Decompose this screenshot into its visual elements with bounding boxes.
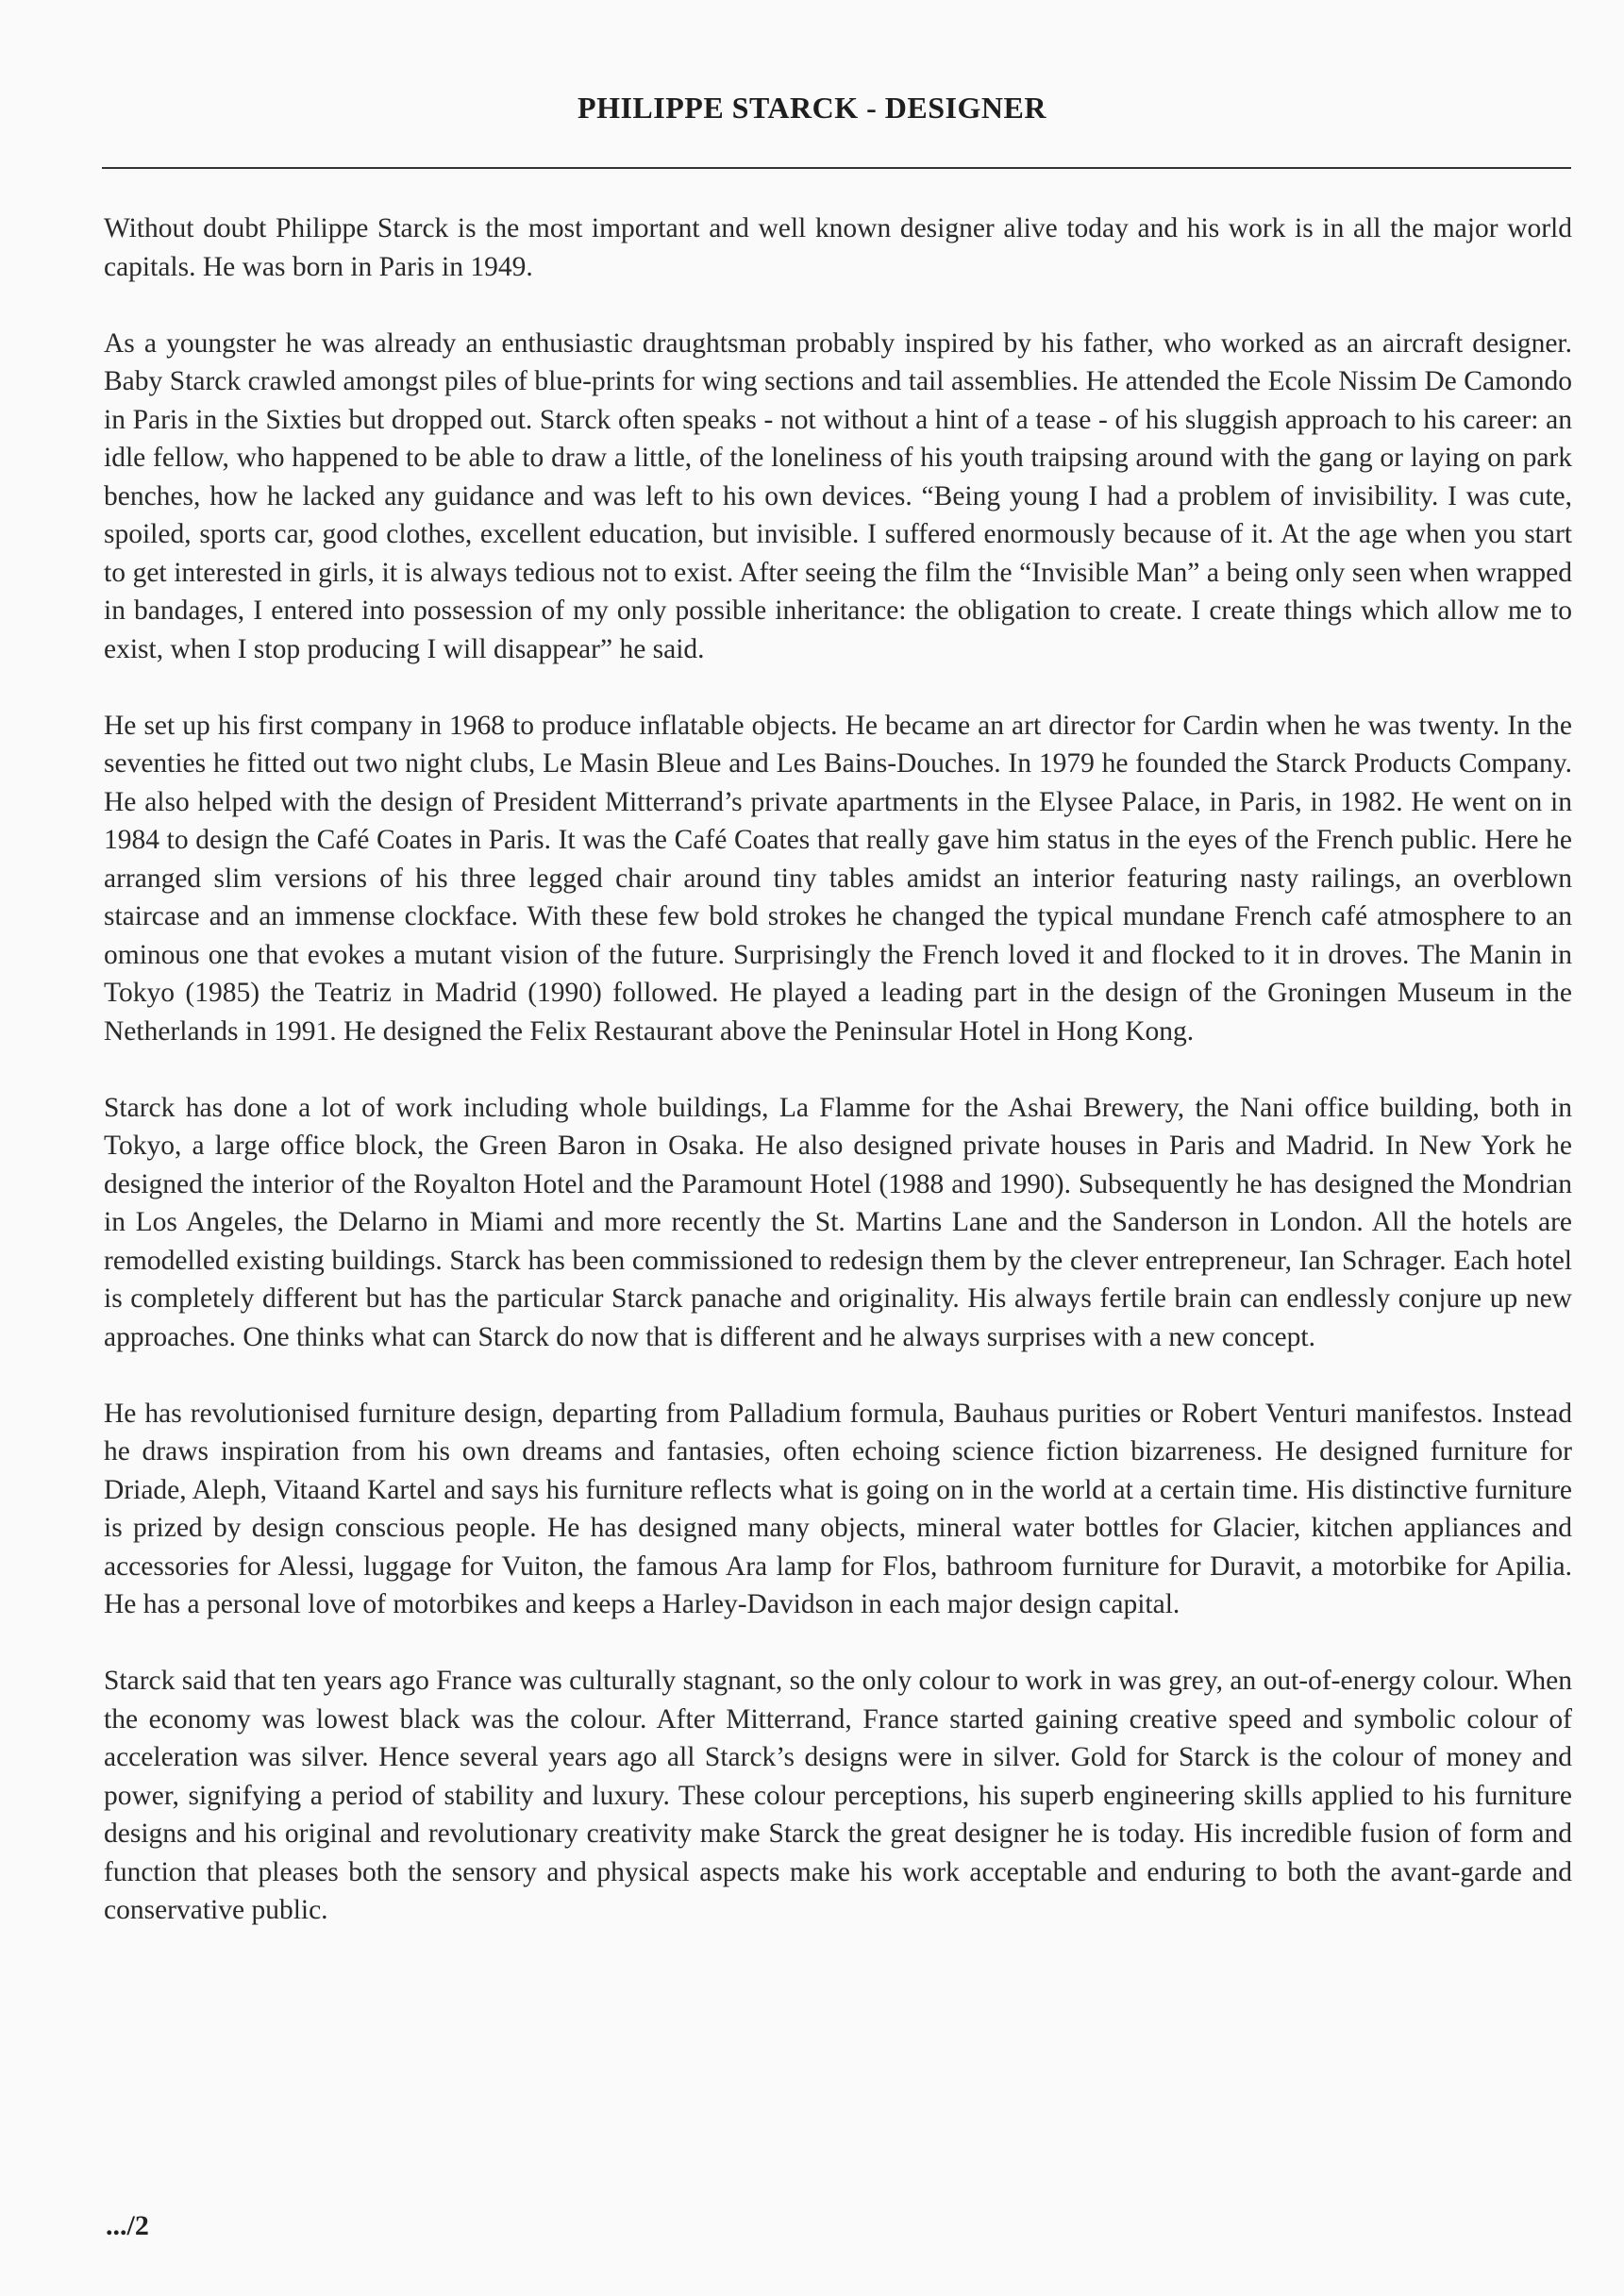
paragraph-intro: Without doubt Philippe Starck is the most important and well known designer alive today and his work is in all the major world capitals. He was born in Paris in 1949. [104, 213, 1572, 282]
paragraph-furniture: He has revolutionised furniture design, departing from Palladium formula, Bauhaus purities or Robert Venturi manifestos. Instead he draws inspiration from his own dreams and fantasies, often echoing science fiction bizarreness. He designed furniture for Driade, Aleph, Vitaand Kartel and says his furniture reflects what is going on in the world at a certain time. His distinctive furniture is prized by design conscious people. He has designed many objects, mineral water bottles for Glacier, kitchen appliances and accessories for Alessi, luggage for Vuiton, the famous Ara lamp for Flos, bathroom furniture for Duravit, a motorbike for Apilia. He has a personal love of motorbikes and keeps a Harley-Davidson in each major design capital. [104, 1398, 1572, 1619]
paragraph-colour: Starck said that ten years ago France was culturally stagnant, so the only colour to work in was grey, an out-of-energy colour. When the economy was lowest black was the colour. After Mitterrand, France started gaining creative speed and symbolic colour of acceleration was silver. Hence several years ago all Starck’s designs were in silver. Gold for Starck is the colour of money and power, signifying a period of stability and luxury. These colour perceptions, his superb engineering skills applied to his furniture designs and his original and revolutionary creativity make Starck the great designer he is today. His incredible fusion of form and function that pleases both the sensory and physical aspects make his work acceptable and enduring to both the avant-garde and conservative public. [104, 1666, 1572, 1925]
paragraph-early-career: He set up his first company in 1968 to produce inflatable objects. He became an art director for Cardin when he was twenty. In the seventies he fitted out two night clubs, Le Masin Bleue and Les Bains-Douches. In 1979 he founded the Starck Products Company. He also helped with the design of President Mitterrand’s private apartments in the Elysee Palace, in Paris, in 1982. He went on in 1984 to design the Café Coates in Paris. It was the Café Coates that really gave him status in the eyes of the French public. Here he arranged slim versions of his three legged chair around tiny tables amidst an interior featuring nasty railings, an overblown staircase and an immense clockface. With these few bold strokes he changed the typical mundane French café atmosphere to an ominous one that evokes a mutant vision of the future. Surprisingly the French loved it and flocked to it in droves. The Manin in Tokyo (1985) the Teatriz in Madrid (1990) followed. He played a leading part in the design of the Groningen Museum in the Netherlands in 1991. He designed the Felix Restaurant above the Peninsular Hotel in Hong Kong. [104, 710, 1572, 1047]
page-title: PHILIPPE STARCK - DESIGNER [578, 91, 1046, 125]
continuation-marker: .../2 [106, 2210, 149, 2241]
paragraph-buildings: Starck has done a lot of work including whole buildings, La Flamme for the Ashai Brewery, the Nani office building, both in Tokyo, a large office block, the Green Baron in Osaka. He also designed private houses in Paris and Madrid. In New York he designed the interior of the Royalton Hotel and the Paramount Hotel (1988 and 1990). Subsequently he has designed the Mondrian in Los Angeles, the Delarno in Miami and more recently the St. Martins Lane and the Sanderson in London. All the hotels are remodelled existing buildings. Starck has been commissioned to redesign them by the clever entrepreneur, Ian Schrager. Each hotel is completely different but has the particular Starck panache and originality. His always fertile brain can endlessly conjure up new approaches. One thinks what can Starck do now that is different and he always surprises with a new concept. [104, 1092, 1572, 1352]
paragraph-youth: As a youngster he was already an enthusiastic draughtsman probably inspired by his father, who worked as an aircraft designer. Baby Starck crawled amongst piles of blue-prints for wing sections and tail assemblies. He attended the Ecole Nissim De Camondo in Paris in the Sixties but dropped out. Starck often speaks - not without a hint of a tease - of his sluggish approach to his career: an idle fellow, who happened to be able to draw a little, of the loneliness of his youth traipsing around with the gang or laying on park benches, how he lacked any guidance and was left to his own devices. “Being young I had a problem of invisibility. I was cute, spoiled, sports car, good clothes, excellent education, but invisible. I suffered enormously because of it. At the age when you start to get interested in girls, it is always tedious not to exist. After seeing the film the “Invisible Man” a being only seen when wrapped in bandages, I entered into possession of my only possible inheritance: the obligation to create. I create things which allow me to exist, when I stop producing I will disappear” he said. [104, 327, 1572, 664]
document-body [104, 209, 1572, 1968]
title-divider [102, 167, 1571, 169]
